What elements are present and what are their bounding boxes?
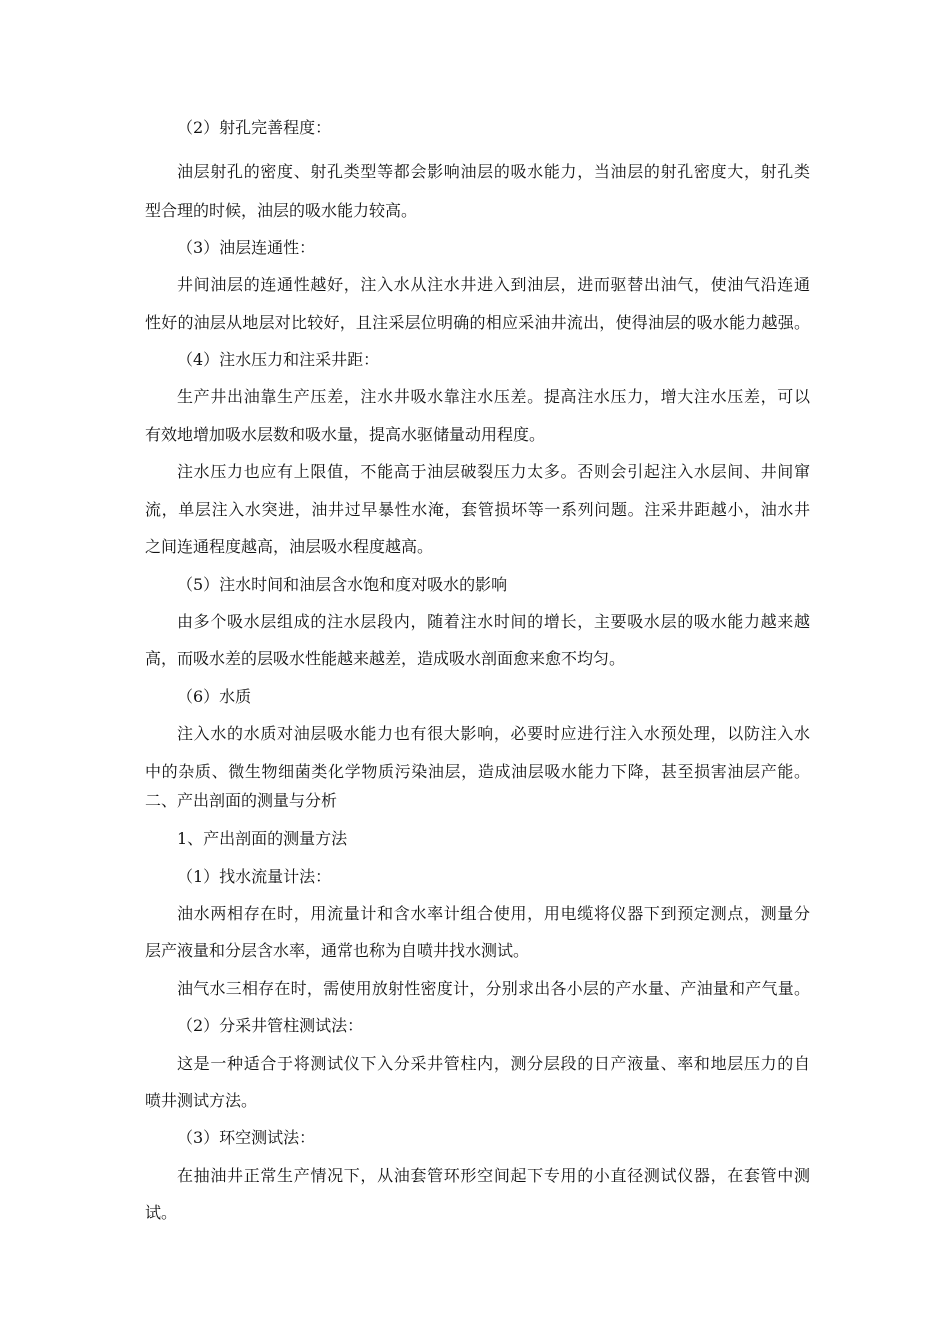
paragraph-line: 流，单层注入水突进，油井过早暴性水淹，套管损坏等一系列问题。注采井距越小，油水井: [145, 500, 810, 519]
heading-water-quality: （6）水质: [177, 687, 252, 706]
heading-flowmeter-method: （1）找水流量计法：: [177, 867, 332, 886]
heading-injection-time: （5）注水时间和油层含水饱和度对吸水的影响: [177, 575, 508, 594]
section-heading-output-profile: 二、产出剖面的测量与分析: [145, 791, 338, 810]
paragraph-line: 这是一种适合于将测试仪下入分采井管柱内，测分层段的日产液量、率和地层压力的自: [177, 1054, 810, 1073]
paragraph-line: 油气水三相存在时，需使用放射性密度计，分别求出各小层的产水量、产油量和产气量。: [177, 979, 810, 998]
paragraph-line: 由多个吸水层组成的注水层段内，随着注水时间的增长，主要吸水层的吸水能力越来越: [177, 612, 810, 631]
paragraph-line: 油层射孔的密度、射孔类型等都会影响油层的吸水能力，当油层的射孔密度大，射孔类: [177, 162, 810, 181]
subsection-heading-methods: 1、产出剖面的测量方法: [177, 829, 348, 848]
paragraph-line: 井间油层的连通性越好，注入水从注水井进入到油层，进而驱替出油气，使油气沿连通: [177, 275, 810, 294]
heading-injection-pressure: （4）注水压力和注采井距：: [177, 350, 380, 369]
paragraph-line: 喷井测试方法。: [145, 1091, 258, 1110]
paragraph-line: 注入水的水质对油层吸水能力也有很大影响，必要时应进行注入水预处理，以防注入水: [177, 724, 810, 743]
paragraph-line: 型合理的时候，油层的吸水能力较高。: [145, 201, 418, 220]
paragraph-line: 生产井出油靠生产压差，注水井吸水靠注水压差。提高注水压力，增大注水压差，可以: [177, 387, 810, 406]
paragraph-line: 有效地增加吸水层数和吸水量，提高水驱储量动用程度。: [145, 425, 546, 444]
paragraph-line: 试。: [145, 1203, 178, 1222]
paragraph-line: 中的杂质、微生物细菌类化学物质污染油层，造成油层吸水能力下降，甚至损害油层产能。: [145, 762, 810, 781]
heading-annulus-test-method: （3）环空测试法：: [177, 1128, 316, 1147]
paragraph-line: 在抽油井正常生产情况下，从油套管环形空间起下专用的小直径测试仪器，在套管中测: [177, 1166, 810, 1185]
heading-string-test-method: （2）分采井管柱测试法：: [177, 1016, 364, 1035]
paragraph-line: 油水两相存在时，用流量计和含水率计组合使用，用电缆将仪器下到预定测点，测量分: [177, 904, 810, 923]
paragraph-line: 注水压力也应有上限值，不能高于油层破裂压力太多。否则会引起注入水层间、井间窜: [177, 462, 810, 481]
heading-perforation: （2）射孔完善程度：: [177, 118, 332, 137]
paragraph-line: 高，而吸水差的层吸水性能越来越差，造成吸水剖面愈来愈不均匀。: [145, 649, 626, 668]
paragraph-line: 层产液量和分层含水率，通常也称为自喷井找水测试。: [145, 941, 530, 960]
heading-connectivity: （3）油层连通性：: [177, 238, 316, 257]
paragraph-line: 之间连通程度越高，油层吸水程度越高。: [145, 537, 434, 556]
paragraph-line: 性好的油层从地层对比较好，且注采层位明确的相应采油井流出，使得油层的吸水能力越强。: [145, 313, 810, 332]
